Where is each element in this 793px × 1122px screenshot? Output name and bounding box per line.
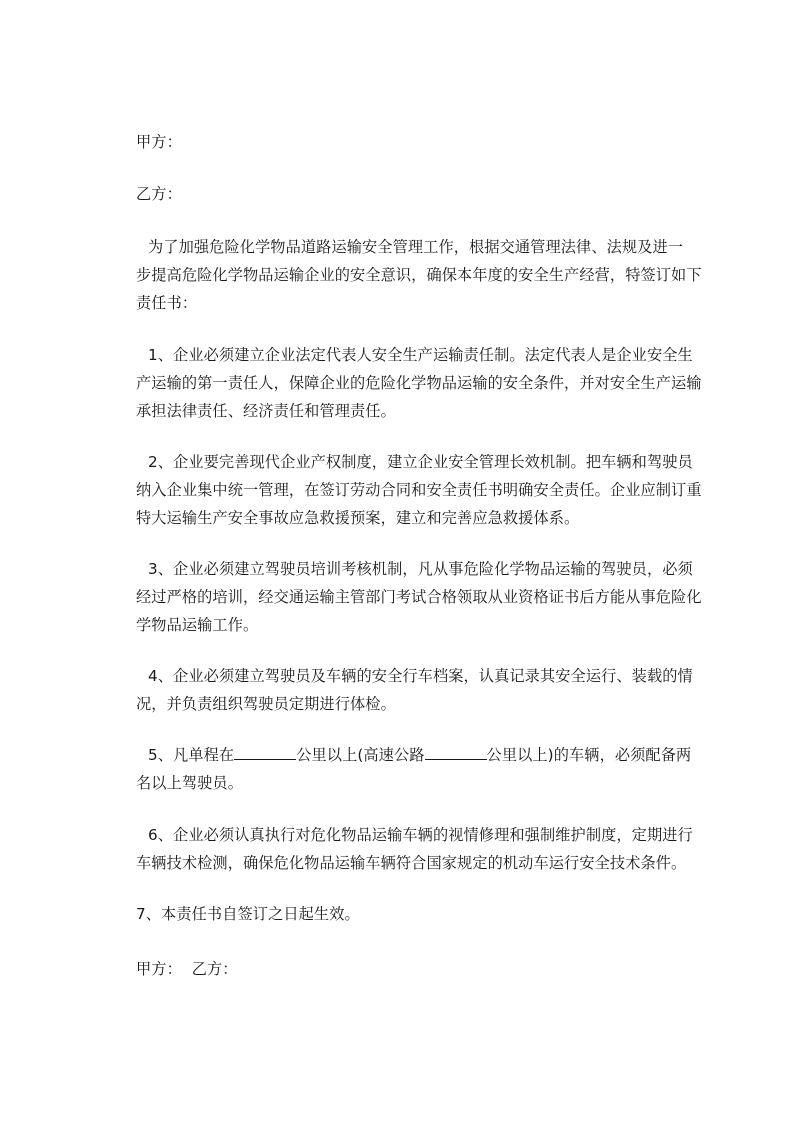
- fill-in-blank[interactable]: [234, 745, 296, 760]
- clause-line: 1、企业必须建立企业法定代表人安全生产运输责任制。法定代表人是企业安全生: [148, 346, 693, 364]
- clause-1: [136, 341, 711, 425]
- clause-line: 纳入企业集中统一管理，在签订劳动合同和安全责任书明确安全责任。企业应制订重: [136, 481, 702, 499]
- clause-line: 承担法律责任、经济责任和管理责任。: [136, 402, 396, 420]
- footer-party-a-label: 甲方：: [136, 960, 182, 978]
- clause-line: 2、企业要完善现代企业产权制度，建立企业安全管理长效机制。把车辆和驾驶员: [148, 453, 693, 471]
- footer-party-b-label: 乙方：: [191, 960, 238, 978]
- clause-5-text-a: 5、凡单程在: [148, 746, 235, 764]
- clause-line: [136, 741, 711, 769]
- intro-line: 责任书：: [136, 294, 198, 312]
- party-b-label: 乙方：: [136, 185, 182, 203]
- clause-2: [136, 448, 711, 532]
- party-a-header: [136, 128, 711, 156]
- intro-paragraph: [136, 233, 711, 317]
- clause-5: [136, 741, 711, 797]
- fill-in-blank[interactable]: [425, 745, 487, 760]
- party-b-header: [136, 180, 711, 208]
- clause-line: 特大运输生产安全事故应急救援预案，建立和完善应急救援体系。: [136, 509, 580, 527]
- clause-line: 车辆技术检测，确保危化物品运输车辆符合国家规定的机动车运行安全技术条件。: [136, 854, 687, 872]
- clause-5-text-b: 公里以上(高速公路: [296, 746, 425, 764]
- clause-line: 7、本责任书自签订之日起生效。: [136, 905, 360, 923]
- clause-line: 况，并负责组织驾驶员定期进行体检。: [136, 695, 396, 713]
- intro-line: 步提高危险化学物品运输企业的安全意识，确保本年度的安全生产经营，特签订如下: [136, 266, 702, 284]
- clause-7: [136, 900, 711, 928]
- clause-line: 产运输的第一责任人，保障企业的危险化学物品运输的安全条件，并对安全生产运输: [136, 374, 702, 392]
- clause-4: [136, 662, 711, 718]
- clause-line: 名以上驾驶员。: [136, 774, 244, 792]
- clause-line: 经过严格的培训，经交通运输主管部门考试合格领取从业资格证书后方能从事危险化: [136, 588, 702, 606]
- clause-5-text-c: 公里以上)的车辆，必须配备两: [486, 746, 692, 764]
- clause-line: 4、企业必须建立驾驶员及车辆的安全行车档案，认真记录其安全运行、装载的情: [148, 667, 693, 685]
- clause-6: [136, 821, 711, 877]
- clause-3: [136, 555, 711, 639]
- clause-line: 学物品运输工作。: [136, 616, 259, 634]
- party-a-label: 甲方：: [136, 133, 182, 151]
- clause-line: 3、企业必须建立驾驶员培训考核机制，凡从事危险化学物品运输的驾驶员，必须: [148, 560, 693, 578]
- intro-line: 为了加强危险化学物品道路运输安全管理工作，根据交通管理法律、法规及进一: [148, 238, 684, 256]
- signature-line: [136, 955, 711, 983]
- clause-line: 6、企业必须认真执行对危化物品运输车辆的视情修理和强制维护制度，定期进行: [148, 826, 693, 844]
